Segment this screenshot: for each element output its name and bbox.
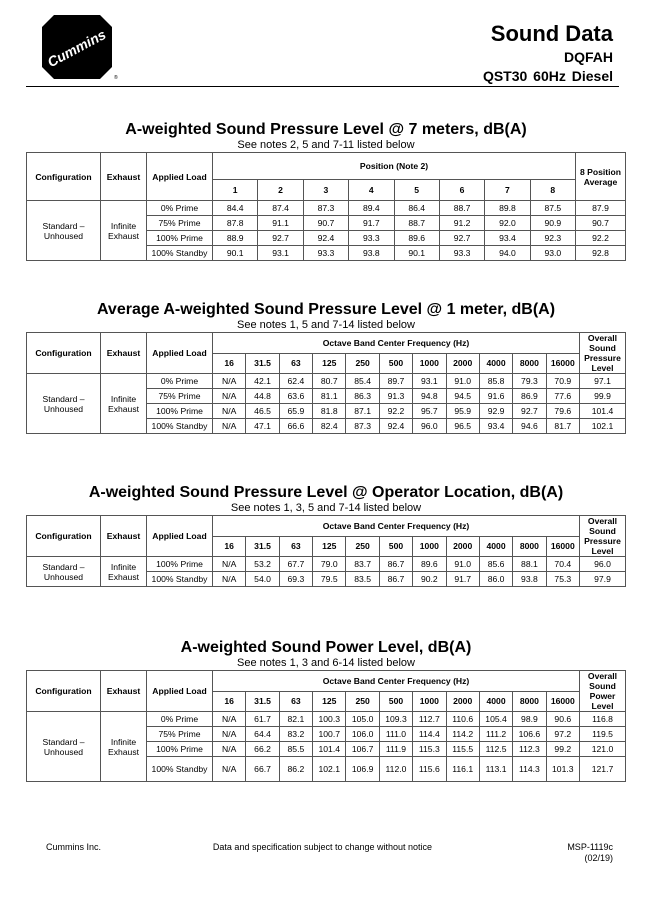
value-cell: 112.7 bbox=[413, 712, 446, 727]
col-header: 16000 bbox=[546, 691, 579, 712]
load-cell: 100% Prime bbox=[147, 557, 213, 572]
value-cell: 90.2 bbox=[413, 572, 446, 587]
value-cell: 116.1 bbox=[446, 757, 479, 782]
value-cell: 88.7 bbox=[439, 201, 484, 216]
table-row bbox=[27, 712, 626, 727]
value-cell: 44.8 bbox=[246, 389, 279, 404]
value-cell: N/A bbox=[213, 404, 246, 419]
overall-cell: 121.7 bbox=[580, 757, 626, 782]
load-cell: 100% Standby bbox=[147, 246, 213, 261]
value-cell: 86.3 bbox=[346, 389, 379, 404]
footer-doc-id bbox=[567, 842, 613, 864]
col-header: 7 bbox=[485, 180, 530, 201]
overall-cell: 102.1 bbox=[580, 419, 626, 434]
value-cell: 54.0 bbox=[246, 572, 279, 587]
value-cell: 92.4 bbox=[379, 419, 412, 434]
configuration-cell: Standard – Unhoused bbox=[27, 374, 101, 434]
value-cell: 90.1 bbox=[394, 246, 439, 261]
section-7m-pressure bbox=[26, 121, 626, 261]
load-cell: 0% Prime bbox=[147, 712, 213, 727]
col-header: 63 bbox=[279, 536, 312, 557]
svg-text:®: ® bbox=[114, 75, 118, 81]
overall-cell: 121.0 bbox=[580, 742, 626, 757]
value-cell: 95.9 bbox=[446, 404, 479, 419]
value-cell: 91.7 bbox=[349, 216, 394, 231]
col-header: 31.5 bbox=[246, 353, 279, 374]
section-sound-power bbox=[26, 639, 626, 782]
col-header: 5 bbox=[394, 180, 439, 201]
value-cell: 93.4 bbox=[485, 231, 530, 246]
value-cell: 94.8 bbox=[413, 389, 446, 404]
value-cell: 86.0 bbox=[479, 572, 512, 587]
value-cell: 65.9 bbox=[279, 404, 312, 419]
value-cell: 46.5 bbox=[246, 404, 279, 419]
col-group: Octave Band Center Frequency (Hz) bbox=[213, 516, 580, 537]
value-cell: N/A bbox=[213, 712, 246, 727]
value-cell: 92.7 bbox=[513, 404, 546, 419]
col-header: 250 bbox=[346, 353, 379, 374]
value-cell: 75.3 bbox=[546, 572, 579, 587]
overall-cell: 92.2 bbox=[576, 231, 626, 246]
load-cell: 75% Prime bbox=[147, 216, 213, 231]
col-configuration: Configuration bbox=[27, 516, 101, 557]
value-cell: N/A bbox=[213, 742, 246, 757]
value-cell: 115.5 bbox=[446, 742, 479, 757]
col-header: 16000 bbox=[546, 536, 579, 557]
value-cell: 86.2 bbox=[279, 757, 312, 782]
value-cell: 102.1 bbox=[313, 757, 346, 782]
value-cell: 112.5 bbox=[479, 742, 512, 757]
value-cell: 89.6 bbox=[394, 231, 439, 246]
section-title: A-weighted Sound Pressure Level @ Operator Location, dB(A) bbox=[88, 484, 564, 501]
col-header: 125 bbox=[313, 691, 346, 712]
value-cell: 89.8 bbox=[485, 201, 530, 216]
value-cell: 63.6 bbox=[279, 389, 312, 404]
value-cell: 87.1 bbox=[346, 404, 379, 419]
logo-wordmark: Cummins bbox=[44, 26, 109, 71]
section-notes: See notes 1, 3 and 6-14 listed below bbox=[237, 657, 415, 669]
value-cell: 96.0 bbox=[413, 419, 446, 434]
value-cell: 110.6 bbox=[446, 712, 479, 727]
value-cell: N/A bbox=[213, 727, 246, 742]
col-exhaust: Exhaust bbox=[101, 671, 147, 712]
col-header: 2 bbox=[258, 180, 303, 201]
col-header: 2000 bbox=[446, 353, 479, 374]
value-cell: 86.4 bbox=[394, 201, 439, 216]
value-cell: 101.4 bbox=[313, 742, 346, 757]
col-header: 6 bbox=[439, 180, 484, 201]
col-header: 4000 bbox=[479, 691, 512, 712]
value-cell: 93.3 bbox=[303, 246, 348, 261]
value-cell: 105.0 bbox=[346, 712, 379, 727]
col-header: 31.5 bbox=[246, 691, 279, 712]
value-cell: 112.3 bbox=[513, 742, 546, 757]
col-header: 8 bbox=[530, 180, 575, 201]
section-title: A-weighted Sound Power Level, dB(A) bbox=[180, 639, 472, 656]
col-header: 3 bbox=[303, 180, 348, 201]
sound-table bbox=[26, 332, 626, 434]
col-header: 4000 bbox=[479, 353, 512, 374]
section-notes: See notes 1, 5 and 7-14 listed below bbox=[237, 319, 415, 331]
value-cell: 85.6 bbox=[479, 557, 512, 572]
value-cell: 61.7 bbox=[246, 712, 279, 727]
value-cell: 91.1 bbox=[258, 216, 303, 231]
value-cell: N/A bbox=[213, 374, 246, 389]
value-cell: 92.7 bbox=[258, 231, 303, 246]
col-applied-load: Applied Load bbox=[147, 153, 213, 201]
value-cell: 100.3 bbox=[313, 712, 346, 727]
overall-cell: 99.9 bbox=[580, 389, 626, 404]
value-cell: 93.8 bbox=[349, 246, 394, 261]
value-cell: 86.7 bbox=[379, 572, 412, 587]
load-cell: 75% Prime bbox=[147, 389, 213, 404]
value-cell: 113.1 bbox=[479, 757, 512, 782]
value-cell: 83.5 bbox=[346, 572, 379, 587]
value-cell: 66.7 bbox=[246, 757, 279, 782]
load-cell: 75% Prime bbox=[147, 727, 213, 742]
value-cell: 79.6 bbox=[546, 404, 579, 419]
col-header: 16 bbox=[213, 691, 246, 712]
col-header: 4000 bbox=[479, 536, 512, 557]
value-cell: 93.4 bbox=[479, 419, 512, 434]
value-cell: 66.6 bbox=[279, 419, 312, 434]
value-cell: 94.5 bbox=[446, 389, 479, 404]
document-header bbox=[483, 22, 613, 84]
col-overall: Overall Sound Pressure Level bbox=[580, 516, 626, 557]
value-cell: 81.1 bbox=[313, 389, 346, 404]
value-cell: 105.4 bbox=[479, 712, 512, 727]
value-cell: 82.1 bbox=[279, 712, 312, 727]
col-header: 1000 bbox=[413, 536, 446, 557]
value-cell: 94.6 bbox=[513, 419, 546, 434]
value-cell: 85.4 bbox=[346, 374, 379, 389]
value-cell: 85.5 bbox=[279, 742, 312, 757]
load-cell: 100% Standby bbox=[147, 757, 213, 782]
exhaust-cell: Infinite Exhaust bbox=[101, 201, 147, 261]
value-cell: 93.3 bbox=[439, 246, 484, 261]
engine-name: QST30 60Hz Diesel bbox=[482, 68, 613, 84]
col-header: 500 bbox=[379, 353, 412, 374]
value-cell: 91.3 bbox=[379, 389, 412, 404]
exhaust-cell: Infinite Exhaust bbox=[101, 712, 147, 782]
value-cell: 88.1 bbox=[513, 557, 546, 572]
col-applied-load: Applied Load bbox=[147, 671, 213, 712]
col-header: 63 bbox=[279, 691, 312, 712]
load-cell: 100% Prime bbox=[147, 404, 213, 419]
col-header: 16 bbox=[213, 353, 246, 374]
value-cell: 106.9 bbox=[346, 757, 379, 782]
value-cell: 90.6 bbox=[546, 712, 579, 727]
load-cell: 100% Standby bbox=[147, 572, 213, 587]
value-cell: 86.7 bbox=[379, 557, 412, 572]
section-notes: See notes 1, 3, 5 and 7-14 listed below bbox=[230, 502, 422, 514]
col-overall: Overall Sound Power Level bbox=[580, 671, 626, 712]
value-cell: 97.2 bbox=[546, 727, 579, 742]
value-cell: 106.0 bbox=[346, 727, 379, 742]
value-cell: 100.7 bbox=[313, 727, 346, 742]
value-cell: 92.3 bbox=[530, 231, 575, 246]
col-header: 250 bbox=[346, 536, 379, 557]
value-cell: 95.7 bbox=[413, 404, 446, 419]
value-cell: 85.8 bbox=[479, 374, 512, 389]
overall-cell: 87.9 bbox=[576, 201, 626, 216]
table-row bbox=[27, 374, 626, 389]
footer-company: Cummins Inc. bbox=[46, 842, 102, 852]
section-operator-pressure bbox=[26, 484, 626, 587]
value-cell: 92.0 bbox=[485, 216, 530, 231]
value-cell: 92.9 bbox=[479, 404, 512, 419]
value-cell: 87.5 bbox=[530, 201, 575, 216]
col-header: 1000 bbox=[413, 691, 446, 712]
col-group: Position (Note 2) bbox=[213, 153, 576, 180]
value-cell: N/A bbox=[213, 757, 246, 782]
overall-cell: 90.7 bbox=[576, 216, 626, 231]
value-cell: 80.7 bbox=[313, 374, 346, 389]
cummins-logo bbox=[38, 14, 116, 80]
value-cell: 62.4 bbox=[279, 374, 312, 389]
value-cell: 91.0 bbox=[446, 374, 479, 389]
value-cell: N/A bbox=[213, 557, 246, 572]
col-exhaust: Exhaust bbox=[101, 153, 147, 201]
col-configuration: Configuration bbox=[27, 333, 101, 374]
footer-disclaimer: Data and specification subject to change without notice bbox=[212, 842, 433, 852]
value-cell: 87.8 bbox=[213, 216, 258, 231]
value-cell: 47.1 bbox=[246, 419, 279, 434]
value-cell: N/A bbox=[213, 572, 246, 587]
overall-cell: 119.5 bbox=[580, 727, 626, 742]
value-cell: 83.7 bbox=[346, 557, 379, 572]
value-cell: 112.0 bbox=[379, 757, 412, 782]
value-cell: 77.6 bbox=[546, 389, 579, 404]
value-cell: 84.4 bbox=[213, 201, 258, 216]
value-cell: 94.0 bbox=[485, 246, 530, 261]
configuration-cell: Standard – Unhoused bbox=[27, 201, 101, 261]
value-cell: 106.6 bbox=[513, 727, 546, 742]
sound-table bbox=[26, 152, 626, 261]
col-header: 8000 bbox=[513, 353, 546, 374]
value-cell: 114.4 bbox=[413, 727, 446, 742]
value-cell: 81.8 bbox=[313, 404, 346, 419]
overall-cell: 97.9 bbox=[580, 572, 626, 587]
value-cell: 114.2 bbox=[446, 727, 479, 742]
col-header: 1 bbox=[213, 180, 258, 201]
value-cell: 86.9 bbox=[513, 389, 546, 404]
value-cell: 79.0 bbox=[313, 557, 346, 572]
value-cell: 109.3 bbox=[379, 712, 412, 727]
value-cell: 91.7 bbox=[446, 572, 479, 587]
col-group: Octave Band Center Frequency (Hz) bbox=[213, 333, 580, 354]
col-configuration: Configuration bbox=[27, 153, 101, 201]
value-cell: 88.7 bbox=[394, 216, 439, 231]
value-cell: 91.2 bbox=[439, 216, 484, 231]
value-cell: 91.6 bbox=[479, 389, 512, 404]
value-cell: 115.6 bbox=[413, 757, 446, 782]
col-overall: 8 Position Average bbox=[576, 153, 626, 201]
value-cell: 69.3 bbox=[279, 572, 312, 587]
col-applied-load: Applied Load bbox=[147, 516, 213, 557]
load-cell: 100% Prime bbox=[147, 231, 213, 246]
load-cell: 100% Prime bbox=[147, 742, 213, 757]
configuration-cell: Standard – Unhoused bbox=[27, 557, 101, 587]
overall-cell: 116.8 bbox=[580, 712, 626, 727]
col-applied-load: Applied Load bbox=[147, 333, 213, 374]
value-cell: 87.4 bbox=[258, 201, 303, 216]
exhaust-cell: Infinite Exhaust bbox=[101, 557, 147, 587]
value-cell: 79.3 bbox=[513, 374, 546, 389]
value-cell: 53.2 bbox=[246, 557, 279, 572]
value-cell: 70.9 bbox=[546, 374, 579, 389]
value-cell: 92.7 bbox=[439, 231, 484, 246]
value-cell: 92.2 bbox=[379, 404, 412, 419]
value-cell: 99.2 bbox=[546, 742, 579, 757]
col-exhaust: Exhaust bbox=[101, 516, 147, 557]
col-header: 31.5 bbox=[246, 536, 279, 557]
overall-cell: 96.0 bbox=[580, 557, 626, 572]
value-cell: 90.7 bbox=[303, 216, 348, 231]
col-header: 500 bbox=[379, 691, 412, 712]
value-cell: 88.9 bbox=[213, 231, 258, 246]
col-header: 2000 bbox=[446, 691, 479, 712]
value-cell: 96.5 bbox=[446, 419, 479, 434]
value-cell: 111.2 bbox=[479, 727, 512, 742]
col-header: 8000 bbox=[513, 536, 546, 557]
section-1m-pressure bbox=[26, 301, 626, 434]
section-title: Average A-weighted Sound Pressure Level @ 1 meter, dB(A) bbox=[96, 301, 556, 318]
value-cell: 111.0 bbox=[379, 727, 412, 742]
value-cell: 64.4 bbox=[246, 727, 279, 742]
value-cell: 93.8 bbox=[513, 572, 546, 587]
col-header: 4 bbox=[349, 180, 394, 201]
table-row bbox=[27, 201, 626, 216]
load-cell: 0% Prime bbox=[147, 201, 213, 216]
configuration-cell: Standard – Unhoused bbox=[27, 712, 101, 782]
value-cell: 91.0 bbox=[446, 557, 479, 572]
value-cell: 93.1 bbox=[258, 246, 303, 261]
table-row bbox=[27, 557, 626, 572]
value-cell: 106.7 bbox=[346, 742, 379, 757]
exhaust-cell: Infinite Exhaust bbox=[101, 374, 147, 434]
value-cell: 89.4 bbox=[349, 201, 394, 216]
col-header: 16 bbox=[213, 536, 246, 557]
page-title: Sound Data bbox=[490, 21, 613, 46]
header-rule bbox=[26, 86, 619, 87]
value-cell: 81.7 bbox=[546, 419, 579, 434]
value-cell: 114.3 bbox=[513, 757, 546, 782]
value-cell: 70.4 bbox=[546, 557, 579, 572]
col-header: 8000 bbox=[513, 691, 546, 712]
doc-number: MSP-1119c bbox=[567, 842, 613, 852]
col-header: 125 bbox=[313, 536, 346, 557]
overall-cell: 92.8 bbox=[576, 246, 626, 261]
section-notes: See notes 2, 5 and 7-11 listed below bbox=[237, 139, 415, 151]
value-cell: 82.4 bbox=[313, 419, 346, 434]
value-cell: 90.9 bbox=[530, 216, 575, 231]
col-configuration: Configuration bbox=[27, 671, 101, 712]
col-header: 63 bbox=[279, 353, 312, 374]
value-cell: 101.3 bbox=[546, 757, 579, 782]
value-cell: 42.1 bbox=[246, 374, 279, 389]
col-header: 250 bbox=[346, 691, 379, 712]
col-header: 1000 bbox=[413, 353, 446, 374]
value-cell: 83.2 bbox=[279, 727, 312, 742]
col-exhaust: Exhaust bbox=[101, 333, 147, 374]
value-cell: 67.7 bbox=[279, 557, 312, 572]
overall-cell: 97.1 bbox=[580, 374, 626, 389]
value-cell: 79.5 bbox=[313, 572, 346, 587]
sound-table bbox=[26, 670, 626, 782]
value-cell: 90.1 bbox=[213, 246, 258, 261]
value-cell: 93.1 bbox=[413, 374, 446, 389]
value-cell: 93.0 bbox=[530, 246, 575, 261]
value-cell: 111.9 bbox=[379, 742, 412, 757]
value-cell: 87.3 bbox=[303, 201, 348, 216]
col-header: 125 bbox=[313, 353, 346, 374]
value-cell: 89.7 bbox=[379, 374, 412, 389]
col-group: Octave Band Center Frequency (Hz) bbox=[213, 671, 580, 692]
section-title: A-weighted Sound Pressure Level @ 7 meters, dB(A) bbox=[125, 121, 527, 138]
value-cell: N/A bbox=[213, 389, 246, 404]
col-header: 2000 bbox=[446, 536, 479, 557]
value-cell: N/A bbox=[213, 419, 246, 434]
value-cell: 87.3 bbox=[346, 419, 379, 434]
value-cell: 66.2 bbox=[246, 742, 279, 757]
value-cell: 98.9 bbox=[513, 712, 546, 727]
value-cell: 92.4 bbox=[303, 231, 348, 246]
col-overall: Overall Sound Pressure Level bbox=[580, 333, 626, 374]
doc-date: (02/19) bbox=[584, 853, 613, 863]
col-header: 500 bbox=[379, 536, 412, 557]
load-cell: 0% Prime bbox=[147, 374, 213, 389]
value-cell: 93.3 bbox=[349, 231, 394, 246]
sound-table bbox=[26, 515, 626, 587]
value-cell: 89.6 bbox=[413, 557, 446, 572]
load-cell: 100% Standby bbox=[147, 419, 213, 434]
model-name: DQFAH bbox=[564, 49, 613, 65]
col-header: 16000 bbox=[546, 353, 579, 374]
overall-cell: 101.4 bbox=[580, 404, 626, 419]
value-cell: 115.3 bbox=[413, 742, 446, 757]
